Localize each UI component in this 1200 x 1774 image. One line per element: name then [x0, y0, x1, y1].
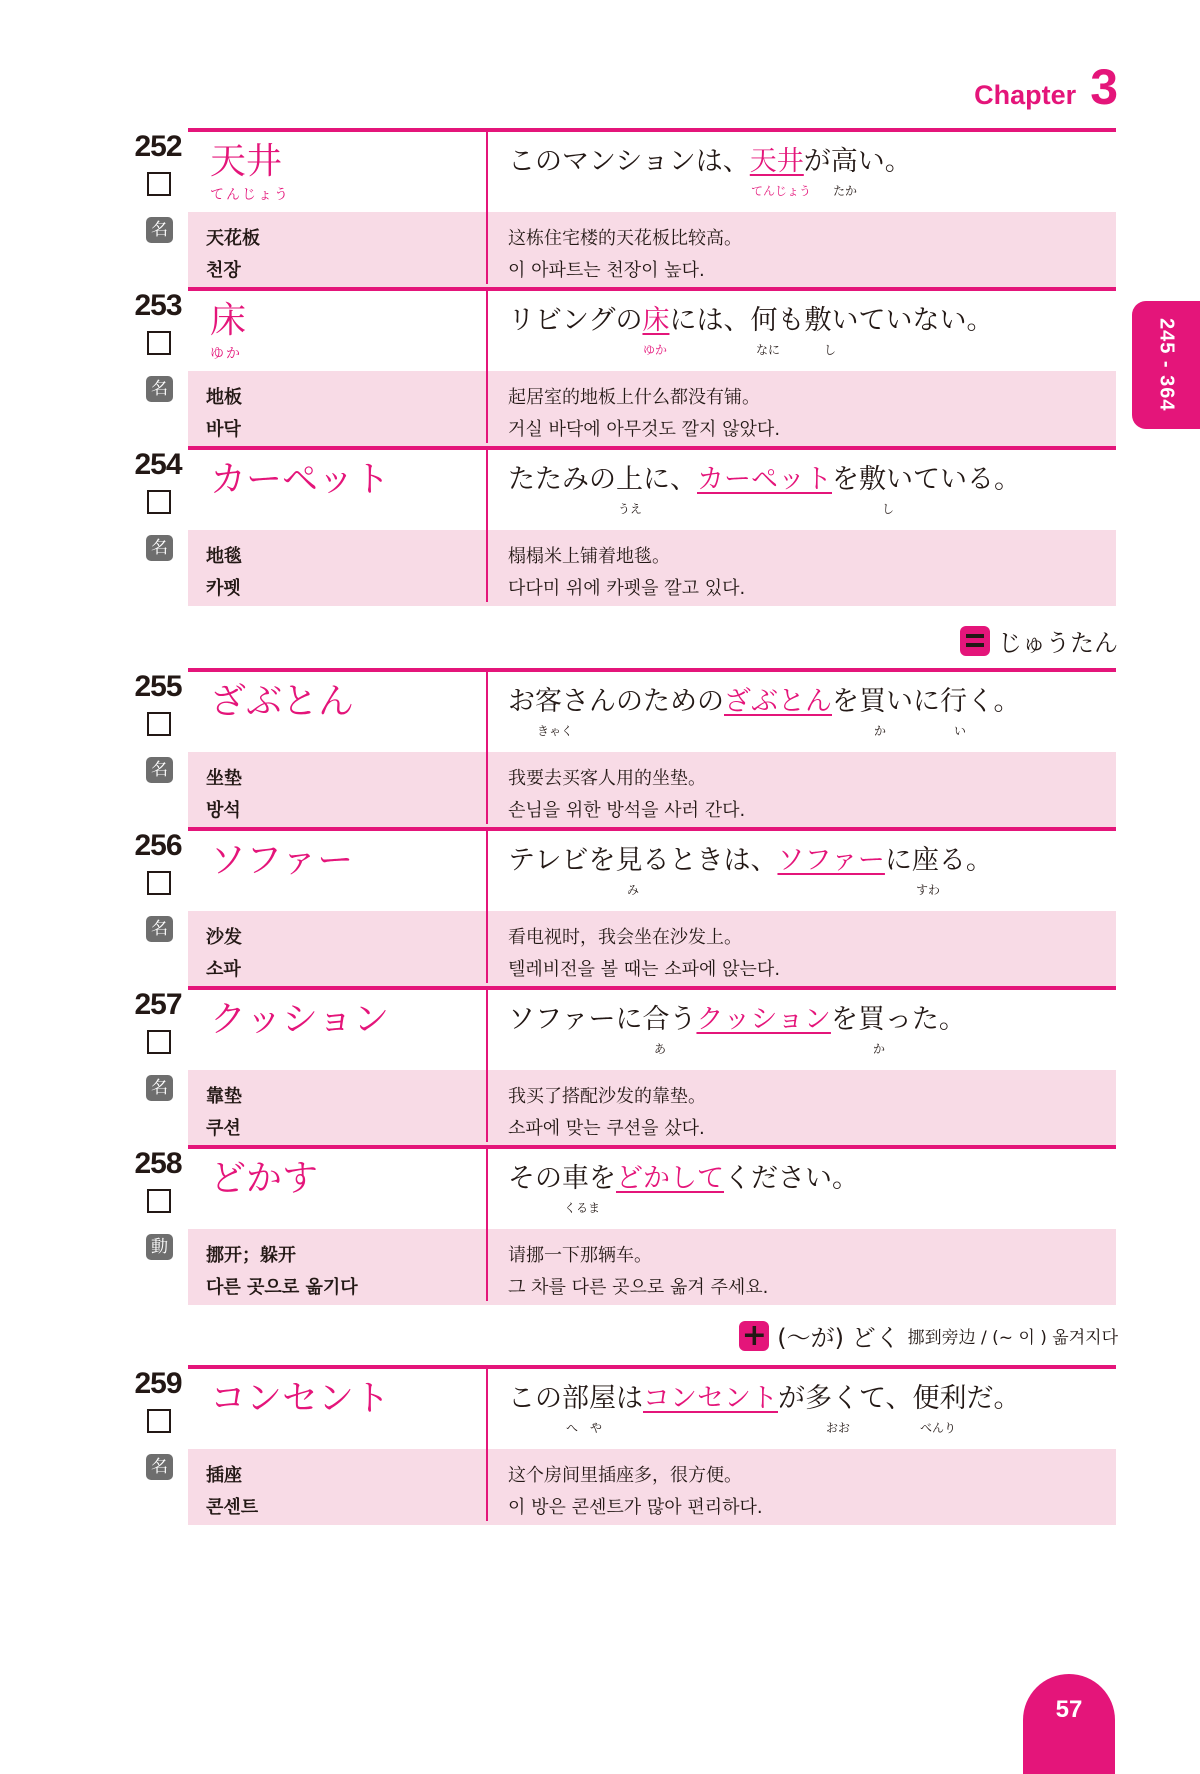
column-divider: [486, 291, 488, 443]
sentence-after: を買った。: [830, 1004, 966, 1035]
vocab-entry-255: [126, 668, 1116, 828]
vocab-entry-258: [126, 1145, 1116, 1305]
entry-number: 252: [134, 130, 182, 163]
furigana: たか: [833, 184, 858, 198]
translation-korean: 다다미 위에 카펫을 깔고 있다.: [508, 578, 746, 599]
translation-korean: 그 차를 다른 곳으로 옮겨 주세요.: [508, 1277, 769, 1298]
sentence-before: リビングの: [508, 305, 643, 336]
part-of-speech-badge: 名: [146, 376, 173, 402]
sentence-furigana: [508, 341, 1108, 359]
sentence-highlight: クッション: [696, 1004, 831, 1035]
translation-korean: 소파에 맞는 쿠션을 샀다.: [508, 1118, 705, 1139]
headword-reading: ゆか: [210, 346, 242, 362]
example-sentence: [508, 1000, 966, 1040]
entry-number: 254: [134, 448, 182, 481]
translation-chinese: 起居室的地板上什么都没有铺。: [508, 387, 760, 408]
study-checkbox[interactable]: [147, 1409, 171, 1433]
sentence-furigana: [508, 500, 1108, 518]
related-form-text: (～が) どく: [777, 1324, 900, 1352]
example-sentence: [508, 841, 993, 881]
entry-rule: [188, 446, 1116, 450]
entry-rule: [188, 986, 1116, 990]
vocab-entry-252: [126, 128, 1116, 288]
furigana: し: [824, 343, 837, 357]
section-range: 245 - 364: [1155, 318, 1178, 412]
study-checkbox[interactable]: [147, 712, 171, 736]
entry-number: 258: [134, 1147, 182, 1180]
section-index-tab: [1132, 301, 1200, 429]
furigana: か: [874, 724, 887, 738]
column-divider: [486, 1149, 488, 1301]
furigana: すわ: [916, 883, 941, 897]
related-form-note: [739, 1318, 1118, 1353]
part-of-speech-badge: 名: [146, 1454, 173, 1480]
furigana: てんじょう: [751, 184, 812, 198]
example-sentence: [508, 142, 912, 182]
headword: クッション: [210, 999, 390, 1040]
sentence-before: この部屋は: [508, 1383, 643, 1414]
part-of-speech-badge: 名: [146, 916, 173, 942]
column-divider: [486, 990, 488, 1142]
chapter-header: [974, 58, 1118, 116]
sentence-after: に座る。: [884, 845, 993, 876]
meaning-korean: 다른 곳으로 옮기다: [206, 1277, 358, 1298]
entry-rule: [188, 668, 1116, 672]
sentence-after: には、何も敷いていない。: [669, 305, 994, 336]
headword: 床: [210, 300, 247, 341]
meaning-korean: 쿠션: [206, 1118, 241, 1139]
meaning-chinese: 插座: [206, 1465, 242, 1486]
translation-korean: 손님을 위한 방석을 사러 간다.: [508, 800, 746, 821]
translation-korean: 거실 바닥에 아무것도 깔지 않았다.: [508, 419, 781, 440]
meaning-korean: 카펫: [206, 578, 241, 599]
example-sentence: [508, 460, 1021, 500]
furigana: か: [873, 1042, 886, 1056]
entry-number: 257: [134, 988, 182, 1021]
sentence-before: お客さんのための: [508, 686, 724, 717]
sentence-before: ソファーに合う: [508, 1004, 697, 1035]
sentence-highlight: 床: [642, 305, 670, 336]
furigana: おお: [826, 1421, 851, 1435]
sentence-furigana: [508, 881, 1108, 899]
entry-number: 256: [134, 829, 182, 862]
sentence-before: その車を: [508, 1163, 616, 1194]
vocab-entry-253: [126, 287, 1116, 447]
sentence-before: このマンションは、: [508, 146, 750, 177]
translation-chinese: 看电视时，我会坐在沙发上。: [508, 927, 742, 948]
headword: カーペット: [210, 459, 391, 500]
translation-chinese: 这栋住宅楼的天花板比较高。: [508, 228, 742, 249]
furigana: み: [627, 883, 640, 897]
chapter-number: 3: [1090, 59, 1118, 115]
meaning-chinese: 靠垫: [206, 1086, 242, 1107]
sentence-highlight: ソファー: [777, 845, 885, 876]
meaning-chinese: 沙发: [206, 927, 242, 948]
sentence-furigana: [508, 1419, 1108, 1437]
column-divider: [486, 1369, 488, 1521]
study-checkbox[interactable]: [147, 871, 171, 895]
furigana: ゆか: [643, 343, 668, 357]
meaning-chinese: 地毯: [206, 546, 242, 567]
translation-korean: 텔레비전을 볼 때는 소파에 앉는다.: [508, 959, 781, 980]
synonym-text: じゅうたん: [998, 629, 1118, 657]
sentence-after: が高い。: [803, 146, 912, 177]
example-sentence: [508, 1379, 1020, 1419]
entry-rule: [188, 1365, 1116, 1369]
headword: 天井: [210, 141, 283, 182]
vocab-entry-259: [126, 1365, 1116, 1525]
sentence-after: を買いに行く。: [832, 686, 1021, 717]
page-number: 57: [1023, 1674, 1115, 1774]
sentence-furigana: [508, 182, 1108, 200]
translation-chinese: 榻榻米上铺着地毯。: [508, 546, 670, 567]
sentence-highlight: どかして: [616, 1163, 724, 1194]
sentence-highlight: ざぶとん: [724, 686, 832, 717]
part-of-speech-badge: 名: [146, 535, 173, 561]
equals-icon: [960, 626, 990, 656]
furigana: くるま: [564, 1201, 601, 1215]
meaning-korean: 소파: [206, 959, 241, 980]
vocab-entry-257: [126, 986, 1116, 1146]
column-divider: [486, 450, 488, 602]
study-checkbox[interactable]: [147, 331, 171, 355]
furigana: あ: [654, 1042, 667, 1056]
part-of-speech-badge: 名: [146, 1075, 173, 1101]
part-of-speech-badge: 動: [146, 1234, 173, 1260]
meaning-chinese: 坐垫: [206, 768, 242, 789]
furigana: へ や: [566, 1421, 603, 1435]
headword: ざぶとん: [210, 681, 355, 722]
example-sentence: [508, 682, 1020, 722]
meaning-chinese: 天花板: [206, 228, 260, 249]
column-divider: [486, 831, 488, 983]
sentence-furigana: [508, 1199, 1108, 1217]
sentence-after: ください。: [724, 1163, 859, 1194]
example-sentence: [508, 1159, 859, 1199]
translation-chinese: 我买了搭配沙发的靠垫。: [508, 1086, 706, 1107]
entry-number: 253: [134, 289, 182, 322]
translation-korean: 이 방은 콘센트가 많아 편리하다.: [508, 1497, 763, 1518]
meaning-korean: 천장: [206, 260, 241, 281]
part-of-speech-badge: 名: [146, 757, 173, 783]
meaning-chinese: 挪开；躲开: [206, 1245, 296, 1266]
sentence-after: が多くて、便利だ。: [778, 1383, 1021, 1414]
meaning-korean: 콘센트: [206, 1497, 259, 1518]
column-divider: [486, 672, 488, 824]
headword: コンセント: [210, 1378, 391, 1419]
furigana: べんり: [920, 1421, 957, 1435]
meaning-chinese: 地板: [206, 387, 242, 408]
furigana: い: [954, 724, 967, 738]
chapter-word: Chapter: [974, 80, 1077, 110]
translation-chinese: 请挪一下那辆车。: [508, 1245, 652, 1266]
headword-reading: てんじょう: [210, 187, 290, 203]
entry-number: 255: [134, 670, 182, 703]
meaning-korean: 방석: [206, 800, 241, 821]
part-of-speech-badge: 名: [146, 217, 173, 243]
study-checkbox[interactable]: [147, 490, 171, 514]
entry-rule: [188, 287, 1116, 291]
sentence-highlight: カーペット: [697, 464, 832, 495]
vocab-entry-254: [126, 446, 1116, 606]
furigana: うえ: [618, 502, 643, 516]
study-checkbox[interactable]: [147, 1189, 171, 1213]
translation-chinese: 我要去买客人用的坐垫。: [508, 768, 706, 789]
entry-rule: [188, 1145, 1116, 1149]
translation-chinese: 这个房间里插座多，很方便。: [508, 1465, 742, 1486]
study-checkbox[interactable]: [147, 1030, 171, 1054]
meaning-korean: 바닥: [206, 419, 241, 440]
furigana: なに: [756, 343, 781, 357]
sentence-highlight: コンセント: [643, 1383, 778, 1414]
plus-icon: +: [739, 1321, 769, 1351]
example-sentence: [508, 301, 993, 341]
sentence-before: たたみの上に、: [508, 464, 697, 495]
related-form-gloss: 挪到旁边 / (~ 이 ) 옮겨지다: [907, 1328, 1118, 1348]
entry-rule: [188, 827, 1116, 831]
entry-rule: [188, 128, 1116, 132]
translation-korean: 이 아파트는 천장이 높다.: [508, 260, 705, 281]
furigana: きゃく: [537, 724, 574, 738]
sentence-furigana: [508, 722, 1108, 740]
sentence-furigana: [508, 1040, 1108, 1058]
sentence-before: テレビを見るときは、: [508, 845, 778, 876]
synonym-note: [960, 623, 1118, 658]
vocab-entry-256: [126, 827, 1116, 987]
headword: ソファー: [210, 840, 354, 881]
sentence-highlight: 天井: [749, 146, 804, 177]
study-checkbox[interactable]: [147, 172, 171, 196]
entry-number: 259: [134, 1367, 182, 1400]
headword: どかす: [210, 1158, 319, 1199]
furigana: し: [882, 502, 895, 516]
sentence-after: を敷いている。: [832, 464, 1021, 495]
column-divider: [486, 132, 488, 284]
